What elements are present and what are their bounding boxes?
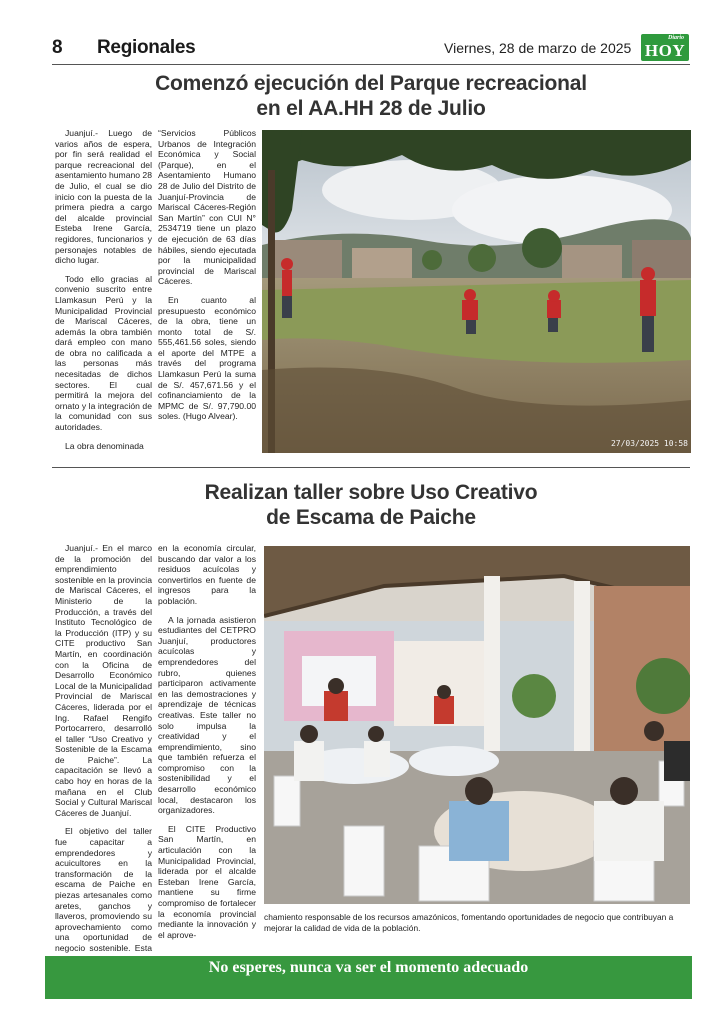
article1-headline (52, 71, 690, 121)
article2-column1 (55, 543, 152, 972)
section-title: Regionales (97, 37, 196, 58)
issue-date: Viernes, 28 de marzo de 2025 (444, 40, 632, 56)
article2-column2 (158, 543, 256, 948)
article1-title-line2: en el AA.HH 28 de Julio (256, 97, 486, 120)
article1-column1 (55, 128, 152, 459)
logo-main-text: HOY (644, 41, 686, 60)
page-number: 8 (52, 37, 63, 58)
park-construction-photo (262, 130, 691, 453)
article2-col1-paragraph: El objetivo del taller fue capacitar a emprendedores y acuicultores en la transformación de la escama de Paiche en piezas artesanales como aretes, ganchos y llaveros, promoviendo su aprovechamiento como una oportunidad de negocio sostenible. Esta (55, 826, 152, 953)
article1-col2-paragraph: “Servicios Públicos Urbanos de Integración Económica y Social (Parque), en el Asentamiento Humano 28 de Julio del Distrito de Juanjuí-Provincia de Mariscal Cáceres-Región San Martín” con CUI N° 2534719 tiene un plazo de ejecución de 63 días hábiles, siendo ejecutada por la municipalidad provincial de Mariscal Cáceres. (158, 128, 256, 287)
footer-banner-text: No esperes, nunca va ser el momento adecuado (208, 959, 529, 976)
article2-title-line2: de Escama de Paiche (266, 506, 476, 529)
article1-column2 (158, 128, 256, 430)
article2-col1-paragraph: Juanjuí.- En el marco de la promoción del emprendimiento sostenible en la provincia de Mariscal Cáceres, el Ministerio de la Producción, a través del Instituto Tecnológico de la Producción (ITP) y su CITE productivo San Martín, en coordinación con la Oficina de Desarrollo Económico Local de la Municipalidad Provincial de Mariscal Cáceres, liderada por el Ing. Rafael Rengifo Portocarrero, desarrolló el taller “Uso Creativo y Sostenible de la Escama de Paiche”. La capacitación se llevó a cabo hoy en horas de la mañana en el Club Social y Cultural Mariscal Cáceres de Juanjuí. (55, 543, 152, 818)
article1-col2-paragraph: En cuanto al presupuesto económico de la obra, tiene un monto total de S/. 555,461.56 soles, siendo el aporte del MTPE a través del programa Llamkasun Perú la suma de S/. 457,671.56 y el cofinanciamiento de la MPMC de S/. 97,790.00 soles. (Hugo Alvear). (158, 294, 256, 422)
article1-col1-paragraph: Juanjuí.- Luego de varios años de espera, por fin será realidad el parque recreacional del asentamiento humano 28 de Julio, el cual se dio inicio con la puesta de la primera piedra a cargo del alcalde provincial Esteba Irene García, regidores, funcionarios y personajes notables de dicho lugar. (55, 128, 152, 266)
article2-col2-paragraph: El CITE Productivo San Martín, en articulación con la Municipalidad Provincial, liderada por el alcalde Esteban Irene García, mantiene su firme compromiso de fortalecer la economía provincial mediante la innovación y el aprove- (158, 823, 256, 940)
newspaper-logo (641, 34, 689, 61)
article2-headline (52, 480, 690, 530)
logo-small-text: Diario (667, 35, 684, 41)
workshop-photo (264, 546, 690, 904)
article2-title-line1: Realizan taller sobre Uso Creativo (204, 481, 538, 504)
article2-col2-paragraph: en la economía circular, buscando dar valor a los residuos acuícolas y convertirlos en fuente de ingresos para la población. (158, 543, 256, 606)
article1-col1-paragraph: Todo ello gracias al convenio suscrito entre Llamkasun Perú y la Municipalidad Provincial de Mariscal Cáceres, además la obra también dará empleo con mano de obra no calificada a las personas más necesitadas de dichos sectores. El cual permitirá la mejora del ornato y la integración de la comunidad con sus autoridades. (55, 273, 152, 433)
header-divider (52, 64, 690, 65)
article2-continuation: chamiento responsable de los recursos amazónicos, fomentando oportunidades de negocio que contribuyan a mejorar la calidad de vida de la población. (264, 912, 674, 933)
page-header (0, 0, 723, 64)
article1-col1-paragraph: La obra denominada (65, 440, 144, 451)
article1-title-line1: Comenzó ejecución del Parque recreacional (155, 72, 587, 95)
footer-banner (45, 956, 692, 999)
article2-col2-paragraph: A la jornada asistieron estudiantes del CETPRO Juanjuí, productores acuícolas y emprendedores del rubro, quienes participaron activamente en las demostraciones y aprendizaje de técnicas creativas. Este taller no solo impulsa la creatividad y el emprendimiento, sino que también refuerza el compromiso con la sostenibilidad y el desarrollo económico local, destacaron los organizadores. (158, 614, 256, 816)
article-divider (52, 467, 690, 468)
photo-timestamp: 27/03/2025 10:58 (610, 439, 688, 448)
